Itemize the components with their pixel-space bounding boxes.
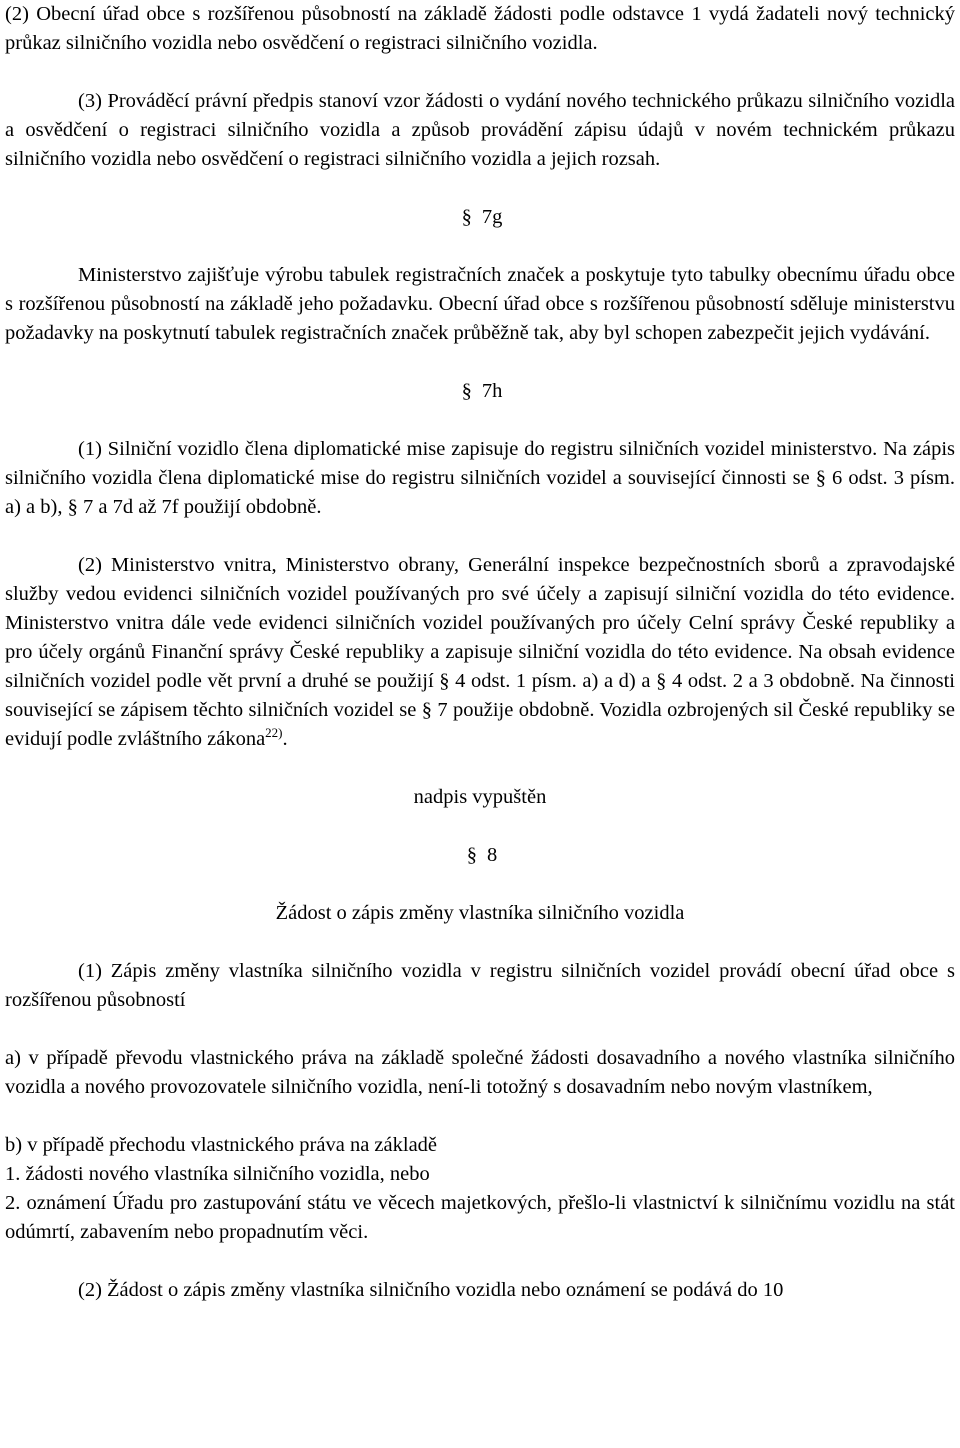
- paragraph-7f-3: (3) Prováděcí právní předpis stanoví vzor žádosti o vydání nového technického průkazu silničního vozidla a osvědčení o registraci silničního vozidla a způsob provádění zápisu údajů v novém technickém průkazu silničního vozidla nebo osvědčení o registraci silničního vozidla a jejich rozsah.: [5, 90, 955, 170]
- paragraph-8-1-a: a) v případě převodu vlastnického práva na základě společné žádosti dosavadního a nového vlastníka silničního vozidla a nového provozovatele silničního vozidla, není-li totožný s dosavadním nebo novým vlastníkem,: [5, 1047, 955, 1098]
- section-sign: §: [461, 206, 472, 228]
- paragraph-7f-2: (2) Obecní úřad obce s rozšířenou působností na základě žádosti podle odstavce 1 vydá žadateli nový technický průkaz silničního vozidla nebo osvědčení o registraci silničního vozidla.: [5, 3, 955, 54]
- paragraph-7g: Ministerstvo zajišťuje výrobu tabulek registračních značek a poskytuje tyto tabulky obecnímu úřadu obce s rozšířenou působností na základě jeho požadavku. Obecní úřad obce s rozšířenou působností sděluje ministerstvu požadavky na poskytnutí tabulek registračních značek průběžně tak, aby byl schopen zabezpečit jejich vydávání.: [5, 264, 955, 344]
- section-heading-8: [5, 841, 955, 870]
- paragraph-8-1-b: b) v případě přechodu vlastnického práva na základě: [5, 1134, 438, 1156]
- section-heading-7h: [5, 377, 955, 406]
- paragraph-8-2: (2) Žádost o zápis změny vlastníka silničního vozidla nebo oznámení se podává do 10: [78, 1279, 784, 1301]
- paragraph-7h-1: (1) Silniční vozidlo člena diplomatické mise zapisuje do registru silničních vozidel ministerstvo. Na zápis silničního vozidla člena diplomatické mise do registru silničních vozidel a související činnosti se § 6 odst. 3 písm. a) a b), § 7 a 7d až 7f použijí obdobně.: [5, 438, 955, 518]
- paragraph-7h-2: [5, 551, 955, 754]
- section-number-7h: 7h: [481, 380, 503, 402]
- section-sign: §: [461, 380, 472, 402]
- section-number-7g: 7g: [481, 206, 503, 228]
- paragraph-7h-2-end: .: [282, 728, 288, 750]
- footnote-ref-22: 22): [265, 725, 283, 741]
- section-heading-7g: [5, 203, 955, 232]
- paragraph-8-1: (1) Zápis změny vlastníka silničního vozidla v registru silničních vozidel provádí obecní úřad obce s rozšířenou působností: [5, 960, 955, 1011]
- removed-heading-note: nadpis vypuštěn: [413, 786, 547, 808]
- paragraph-7h-2-text: (2) Ministerstvo vnitra, Ministerstvo obrany, Generální inspekce bezpečnostních sborů a zpravodajské služby vedou evidenci silničních vozidel používaných pro své účely a zapisují silniční vozidla do této evidence. Ministerstvo vnitra dále vede evidenci silničních vozidel používaných pro účely Celní správy České republiky a pro účely orgánů Finanční správy České republiky a zapisuje silniční vozidla do této evidence. Na obsah evidence silničních vozidel podle vět první a druhé se použijí § 4 odst. 1 písm. a) a d) a § 4 odst. 2 a 3 obdobně. Na činnosti související se zápisem těchto silničních vozidel se § 7 použije obdobně. Vozidla ozbrojených sil České republiky se evidují podle zvláštního zákona: [5, 554, 955, 750]
- document-page: [5, 0, 955, 1305]
- paragraph-8-1-b-1: 1. žádosti nového vlastníka silničního vozidla, nebo: [5, 1163, 430, 1185]
- section-title-8: Žádost o zápis změny vlastníka silničního vozidla: [275, 902, 685, 924]
- section-number-8: 8: [487, 844, 498, 866]
- section-sign: §: [466, 844, 477, 866]
- paragraph-8-1-b-2: 2. oznámení Úřadu pro zastupování státu ve věcech majetkových, přešlo-li vlastnictví k silničnímu vozidlu na stát odúmrtí, zabavením nebo propadnutím věci.: [5, 1192, 955, 1243]
